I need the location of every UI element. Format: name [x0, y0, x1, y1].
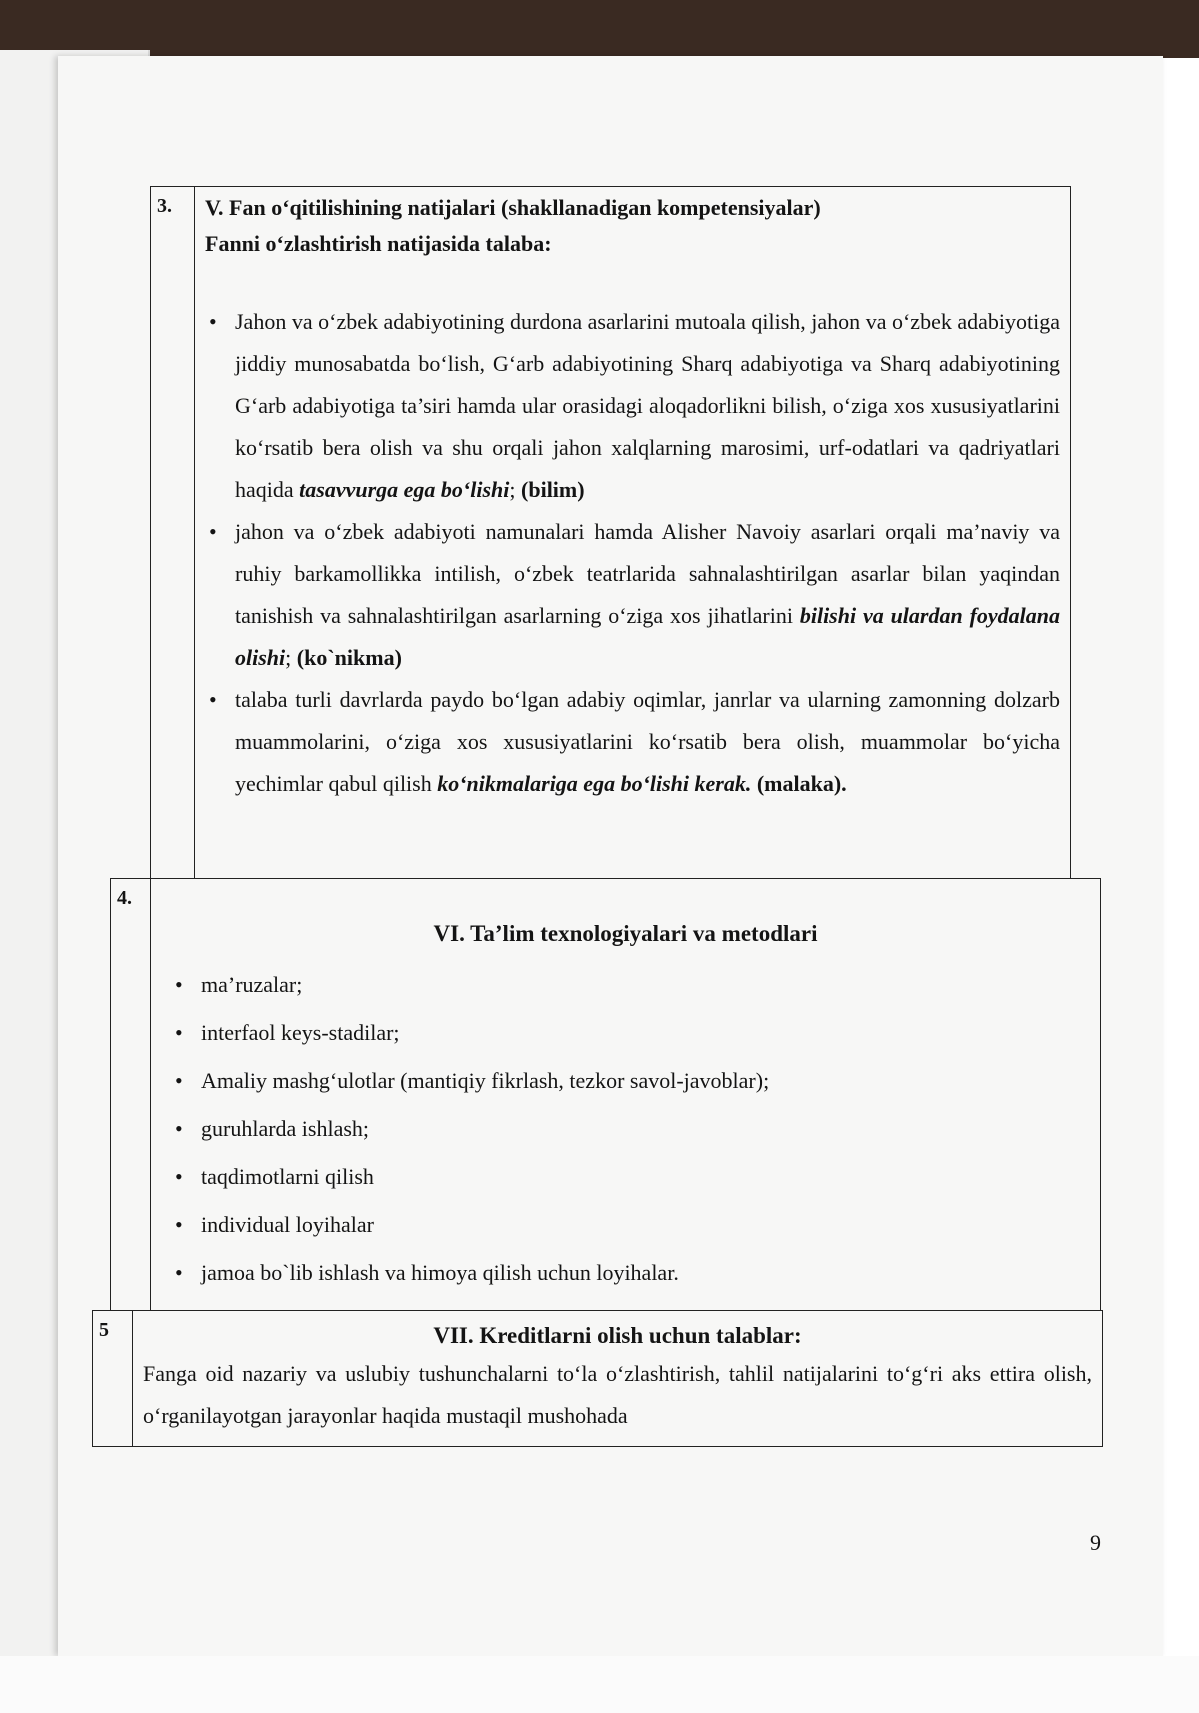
methods-list — [171, 961, 1080, 1297]
competency-item — [205, 511, 1060, 679]
method-item: • Amaliy mashg‘ulotlar (mantiqiy fikrlash, tezkor savol-javoblar); — [171, 1057, 1080, 1105]
section-5-text: Fanga oid nazariy va uslubiy tushunchalarni to‘la o‘zlashtirish, tahlil natijalarini to‘g‘ri aks ettira olish, o‘rganilayotgan jarayonlar haqida mustaqil mushohada — [143, 1361, 1092, 1428]
section-4-number: 4. — [111, 879, 151, 1311]
competency-emphasis: bilishi va ulardan foydalana olishi — [235, 603, 1061, 670]
section-3-table — [150, 186, 1071, 879]
method-item: • guruhlarda ishlash; — [171, 1105, 1080, 1153]
method-item: • taqdimotlarni qilish — [171, 1153, 1080, 1201]
section-3-title: V. Fan o‘qitilishining natijalari (shakllanadigan kompetensiyalar) — [205, 195, 821, 220]
method-item: • jamoa bo`lib ishlash va himoya qilish uchun loyihalar. — [171, 1249, 1080, 1297]
section-4-title: VI. Ta’lim texnologiyalari va metodlari — [433, 921, 818, 946]
section-3-number: 3. — [151, 187, 195, 879]
section-5-title: VII. Kreditlarni olish uchun talablar: — [433, 1323, 802, 1348]
method-item: • interfaol keys-stadilar; — [171, 1009, 1080, 1057]
background-bottom — [0, 1656, 1199, 1713]
competency-tag: (bilim) — [521, 477, 585, 502]
competency-tag: (ko`nikma) — [296, 645, 402, 670]
competency-separator: ; — [509, 477, 522, 502]
method-item: • individual loyihalar — [171, 1201, 1080, 1249]
competency-item — [205, 301, 1060, 511]
competency-emphasis: ko‘nikmalariga ega bo‘lishi kerak. — [437, 771, 752, 796]
competency-list — [205, 301, 1060, 805]
section-5-table — [92, 1310, 1103, 1447]
section-3-subtitle: Fanni o‘zlashtirish natijasida talaba: — [205, 231, 552, 256]
competency-separator: ; — [285, 645, 297, 670]
competency-tag: (malaka). — [756, 771, 847, 796]
competency-text: Jahon va o‘zbek adabiyotining durdona asarlarini mutoala qilish, jahon va o‘zbek adabiyotiga jiddiy munosabatda bo‘lish, G‘arb adabiyotining Sharq adabiyotiga va Sharq adabiyotining G‘arb adabiyotiga ta’siri hamda ular orasidagi aloqadorlikni bilish, o‘ziga xos xususiyatlarini ko‘rsatib bera olish va shu orqali jahon xalqlarning marosimi, urf-odatlari va qadriyatlari haqida — [235, 309, 1060, 502]
section-5-number: 5 — [93, 1311, 133, 1447]
competency-emphasis: tasavvurga ega bo‘lishi — [299, 477, 510, 502]
section-4-table — [110, 878, 1101, 1311]
competency-text: jahon va o‘zbek adabiyoti namunalari hamda Alisher Navoiy asarlari orqali ma’naviy va ruhiy barkamollikka intilish, o‘zbek teatrlarida sahnalashtirilgan asarlar bilan yaqindan tanishish va sahnalashtirilgan asarlarning o‘ziga xos jihatlarini — [235, 519, 1060, 628]
competency-item — [205, 679, 1060, 805]
page-number: 9 — [1090, 1530, 1101, 1555]
method-item: • ma’ruzalar; — [171, 961, 1080, 1009]
competency-text: talaba turli davrlarda paydo bo‘lgan adabiy oqimlar, janrlar va ularning zamonning dolzarb muammolarini, o‘ziga xos xususiyatlarini ko‘rsatib bera olish, muammolar bo‘yicha yechimlar qabul qilish — [235, 687, 1060, 796]
background-desk — [0, 0, 1199, 58]
